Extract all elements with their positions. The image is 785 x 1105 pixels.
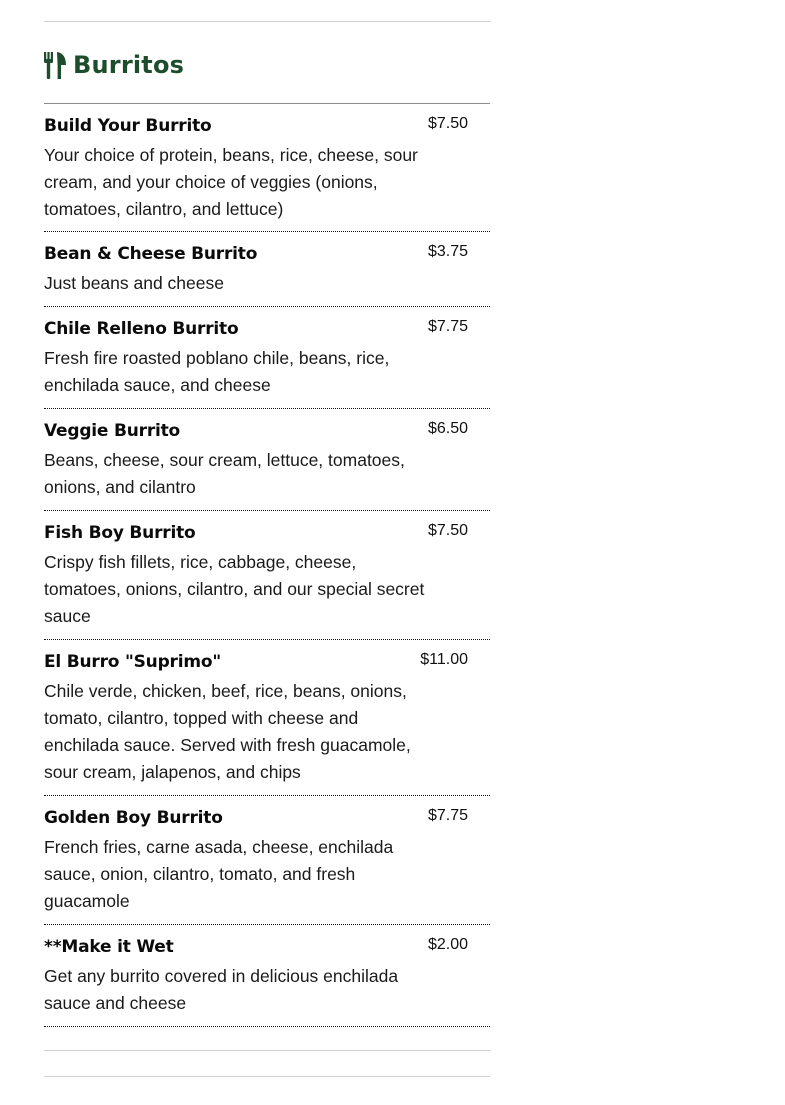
item-description: Crispy fish fillets, rice, cabbage, cheese, tomatoes, onions, cilantro, and our special secret sauce [44,552,425,626]
item-description: Your choice of protein, beans, rice, cheese, sour cream, and your choice of veggies (onions, tomatoes, cilantro, and lettuce) [44,145,418,219]
top-divider [44,21,490,22]
item-name: Chile Relleno Burrito [44,319,239,339]
item-price: $7.75 [427,318,468,335]
menu-item [44,925,490,1027]
item-description: Beans, cheese, sour cream, lettuce, tomatoes, onions, and cilantro [44,450,405,497]
utensils-icon [44,50,68,80]
item-description: Get any burrito covered in delicious enchilada sauce and cheese [44,966,399,1013]
item-price: $11.00 [420,651,468,668]
item-name: Bean & Cheese Burrito [44,244,258,264]
item-description: Just beans and cheese [44,273,224,293]
item-description: French fries, carne asada, cheese, enchilada sauce, onion, cilantro, tomato, and fresh guacamole [44,837,394,911]
menu-item [44,796,490,925]
item-description: Chile verde, chicken, beef, rice, beans, onions, tomato, cilantro, topped with cheese and enchilada sauce. Served with fresh guacamole, sour cream, jalapenos, and chips [44,681,411,782]
item-name: El Burro "Suprimo" [44,652,222,672]
item-name: Golden Boy Burrito [44,808,223,828]
item-description: Fresh fire roasted poblano chile, beans, rice, enchilada sauce, and cheese [44,348,390,395]
menu-item [44,104,490,232]
section-header [44,48,184,82]
item-price: $2.00 [427,936,468,953]
item-name: Build Your Burrito [44,116,212,136]
menu-item [44,511,490,640]
item-price: $3.75 [427,243,468,260]
item-name: Veggie Burrito [44,421,181,441]
section-divider [44,1050,490,1051]
section-title: Burritos [73,51,185,79]
item-price: $7.50 [427,522,468,539]
menu-item [44,232,490,307]
item-price: $7.50 [427,115,468,132]
menu-item [44,307,490,409]
item-name: Fish Boy Burrito [44,523,196,543]
menu-item [44,640,490,796]
item-name: **Make it Wet [44,937,174,957]
item-price: $6.50 [427,420,468,437]
section-divider [44,1076,490,1077]
menu-item [44,409,490,511]
item-price: $7.75 [427,807,468,824]
